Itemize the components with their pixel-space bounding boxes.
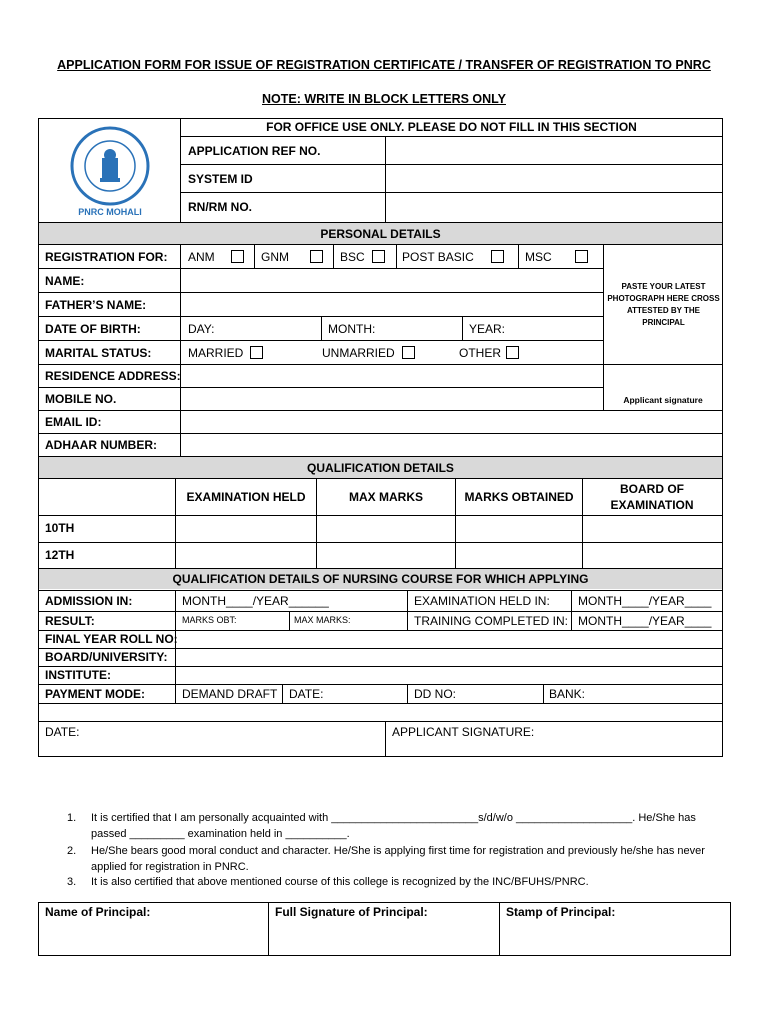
certify-3-text: It is also certified that above mentioned course of this college is recognized by the INC/BFUHS/PNRC. [91,876,589,888]
certify-2-text: He/She bears good moral conduct and character. He/She is applying first time for registration and previously he/she has never applied for registration in PNRC. [91,845,705,873]
rn-rm-field[interactable] [386,193,722,221]
msc-checkbox[interactable] [575,250,588,263]
option-anm-label: ANM [188,250,215,264]
post-basic-checkbox[interactable] [491,250,504,263]
bsc-checkbox[interactable] [372,250,385,263]
row-12th: 12TH [45,548,75,562]
gnm-checkbox[interactable] [310,250,323,263]
email-label: EMAIL ID: [45,415,102,429]
adhaar-field[interactable] [181,434,722,456]
system-id-field[interactable] [386,165,722,192]
married-label: MARRIED [188,346,244,360]
fathers-name-label: FATHER’S NAME: [45,298,147,312]
result-label: RESULT: [45,614,95,628]
married-checkbox[interactable] [250,346,263,359]
photo-instructions: PASTE YOUR LATEST PHOTOGRAPH HERE CROSS ATTESTED BY THE PRINCIPAL [607,282,720,327]
examination-month-year: MONTH____/YEAR____ [578,594,712,608]
institute-label: INSTITUTE: [45,668,111,682]
mobile-label: MOBILE NO. [45,392,117,406]
final-roll-label: FINAL YEAR ROLL NO: [45,632,178,646]
bank-label: BANK: [549,687,586,701]
certify-3-number: 3. [67,876,77,888]
training-month-year: MONTH____/YEAR____ [578,614,712,628]
applicant-signature-caption: Applicant signature [623,395,703,405]
col-max-marks: MAX MARKS [349,490,423,504]
dd-no-label: DD NO: [414,687,456,701]
principal-name-label: Name of Principal: [45,905,151,919]
application-ref-field[interactable] [386,137,722,164]
unmarried-label: UNMARRIED [322,346,395,360]
pnrc-seal-icon [60,124,160,218]
qualification-details-heading: QUALIFICATION DETAILS [307,461,454,475]
principal-stamp-label: Stamp of Principal: [506,905,616,919]
certify-1-number: 1. [67,812,77,824]
option-bsc-label: BSC [340,250,365,264]
col-examination-held: EXAMINATION HELD [186,490,306,504]
nursing-course-heading: QUALIFICATION DETAILS OF NURSING COURSE FOR WHICH APPLYING [172,572,589,586]
rn-rm-label: RN/RM NO. [188,200,252,214]
marks-obt-label: MARKS OBT: [182,615,237,625]
personal-details-heading: PERSONAL DETAILS [320,227,441,241]
demand-draft-label: DEMAND DRAFT [182,687,278,701]
unmarried-checkbox[interactable] [402,346,415,359]
logo-caption: PNRC MOHALI [78,207,142,217]
other-label: OTHER [459,346,501,360]
col-marks-obtained: MARKS OBTAINED [464,490,574,504]
training-completed-label: TRAINING COMPLETED IN: [414,614,569,628]
option-post-basic-label: POST BASIC [402,250,474,264]
system-id-label: SYSTEM ID [188,172,253,186]
marital-status-label: MARITAL STATUS: [45,346,152,360]
applicant-signature-label: APPLICANT SIGNATURE: [392,725,535,739]
certify-2-number: 2. [67,845,77,857]
mobile-field[interactable] [181,388,603,410]
other-checkbox[interactable] [506,346,519,359]
date-label: DATE: [45,725,80,739]
dob-label: DATE OF BIRTH: [45,322,141,336]
payment-mode-label: PAYMENT MODE: [45,687,146,701]
office-use-heading: FOR OFFICE USE ONLY. PLEASE DO NOT FILL IN THIS SECTION [266,120,637,134]
block-letters-note: NOTE: WRITE IN BLOCK LETTERS ONLY [262,92,506,106]
examination-held-label: EXAMINATION HELD IN: [414,594,550,608]
name-label: NAME: [45,274,85,288]
form-title: APPLICATION FORM FOR ISSUE OF REGISTRATION CERTIFICATE / TRANSFER OF REGISTRATION TO PNRC [57,58,711,72]
option-msc-label: MSC [525,250,552,264]
board-university-label: BOARD/UNIVERSITY: [45,650,168,664]
fathers-name-field[interactable] [181,293,603,316]
anm-checkbox[interactable] [231,250,244,263]
row-10th: 10TH [45,521,75,535]
dob-month-label: MONTH: [328,322,376,336]
max-marks-label: MAX MARKS: [294,615,351,625]
admission-label: ADMISSION IN: [45,594,133,608]
registration-for-label: REGISTRATION FOR: [45,250,168,264]
principal-signature-label: Full Signature of Principal: [275,905,428,919]
option-gnm-label: GNM [261,250,289,264]
col-board-of-examination: BOARD OF EXAMINATION [610,482,694,512]
name-field[interactable] [181,269,603,292]
payment-date-label: DATE: [289,687,324,701]
dob-year-label: YEAR: [469,322,506,336]
residence-address-field[interactable] [181,365,603,387]
admission-month-year: MONTH____/YEAR______ [182,594,329,608]
application-ref-label: APPLICATION REF NO. [188,144,321,158]
email-field[interactable] [181,411,722,433]
certify-1-text: It is certified that I am personally acquainted with ________________________s/d/w/o ___________________. He/She has passed _________ examination held in __________. [91,812,696,840]
pnrc-logo [60,124,160,218]
residence-address-label: RESIDENCE ADDRESS: [45,369,181,383]
dob-day-label: DAY: [188,322,215,336]
adhaar-label: ADHAAR NUMBER: [45,438,157,452]
